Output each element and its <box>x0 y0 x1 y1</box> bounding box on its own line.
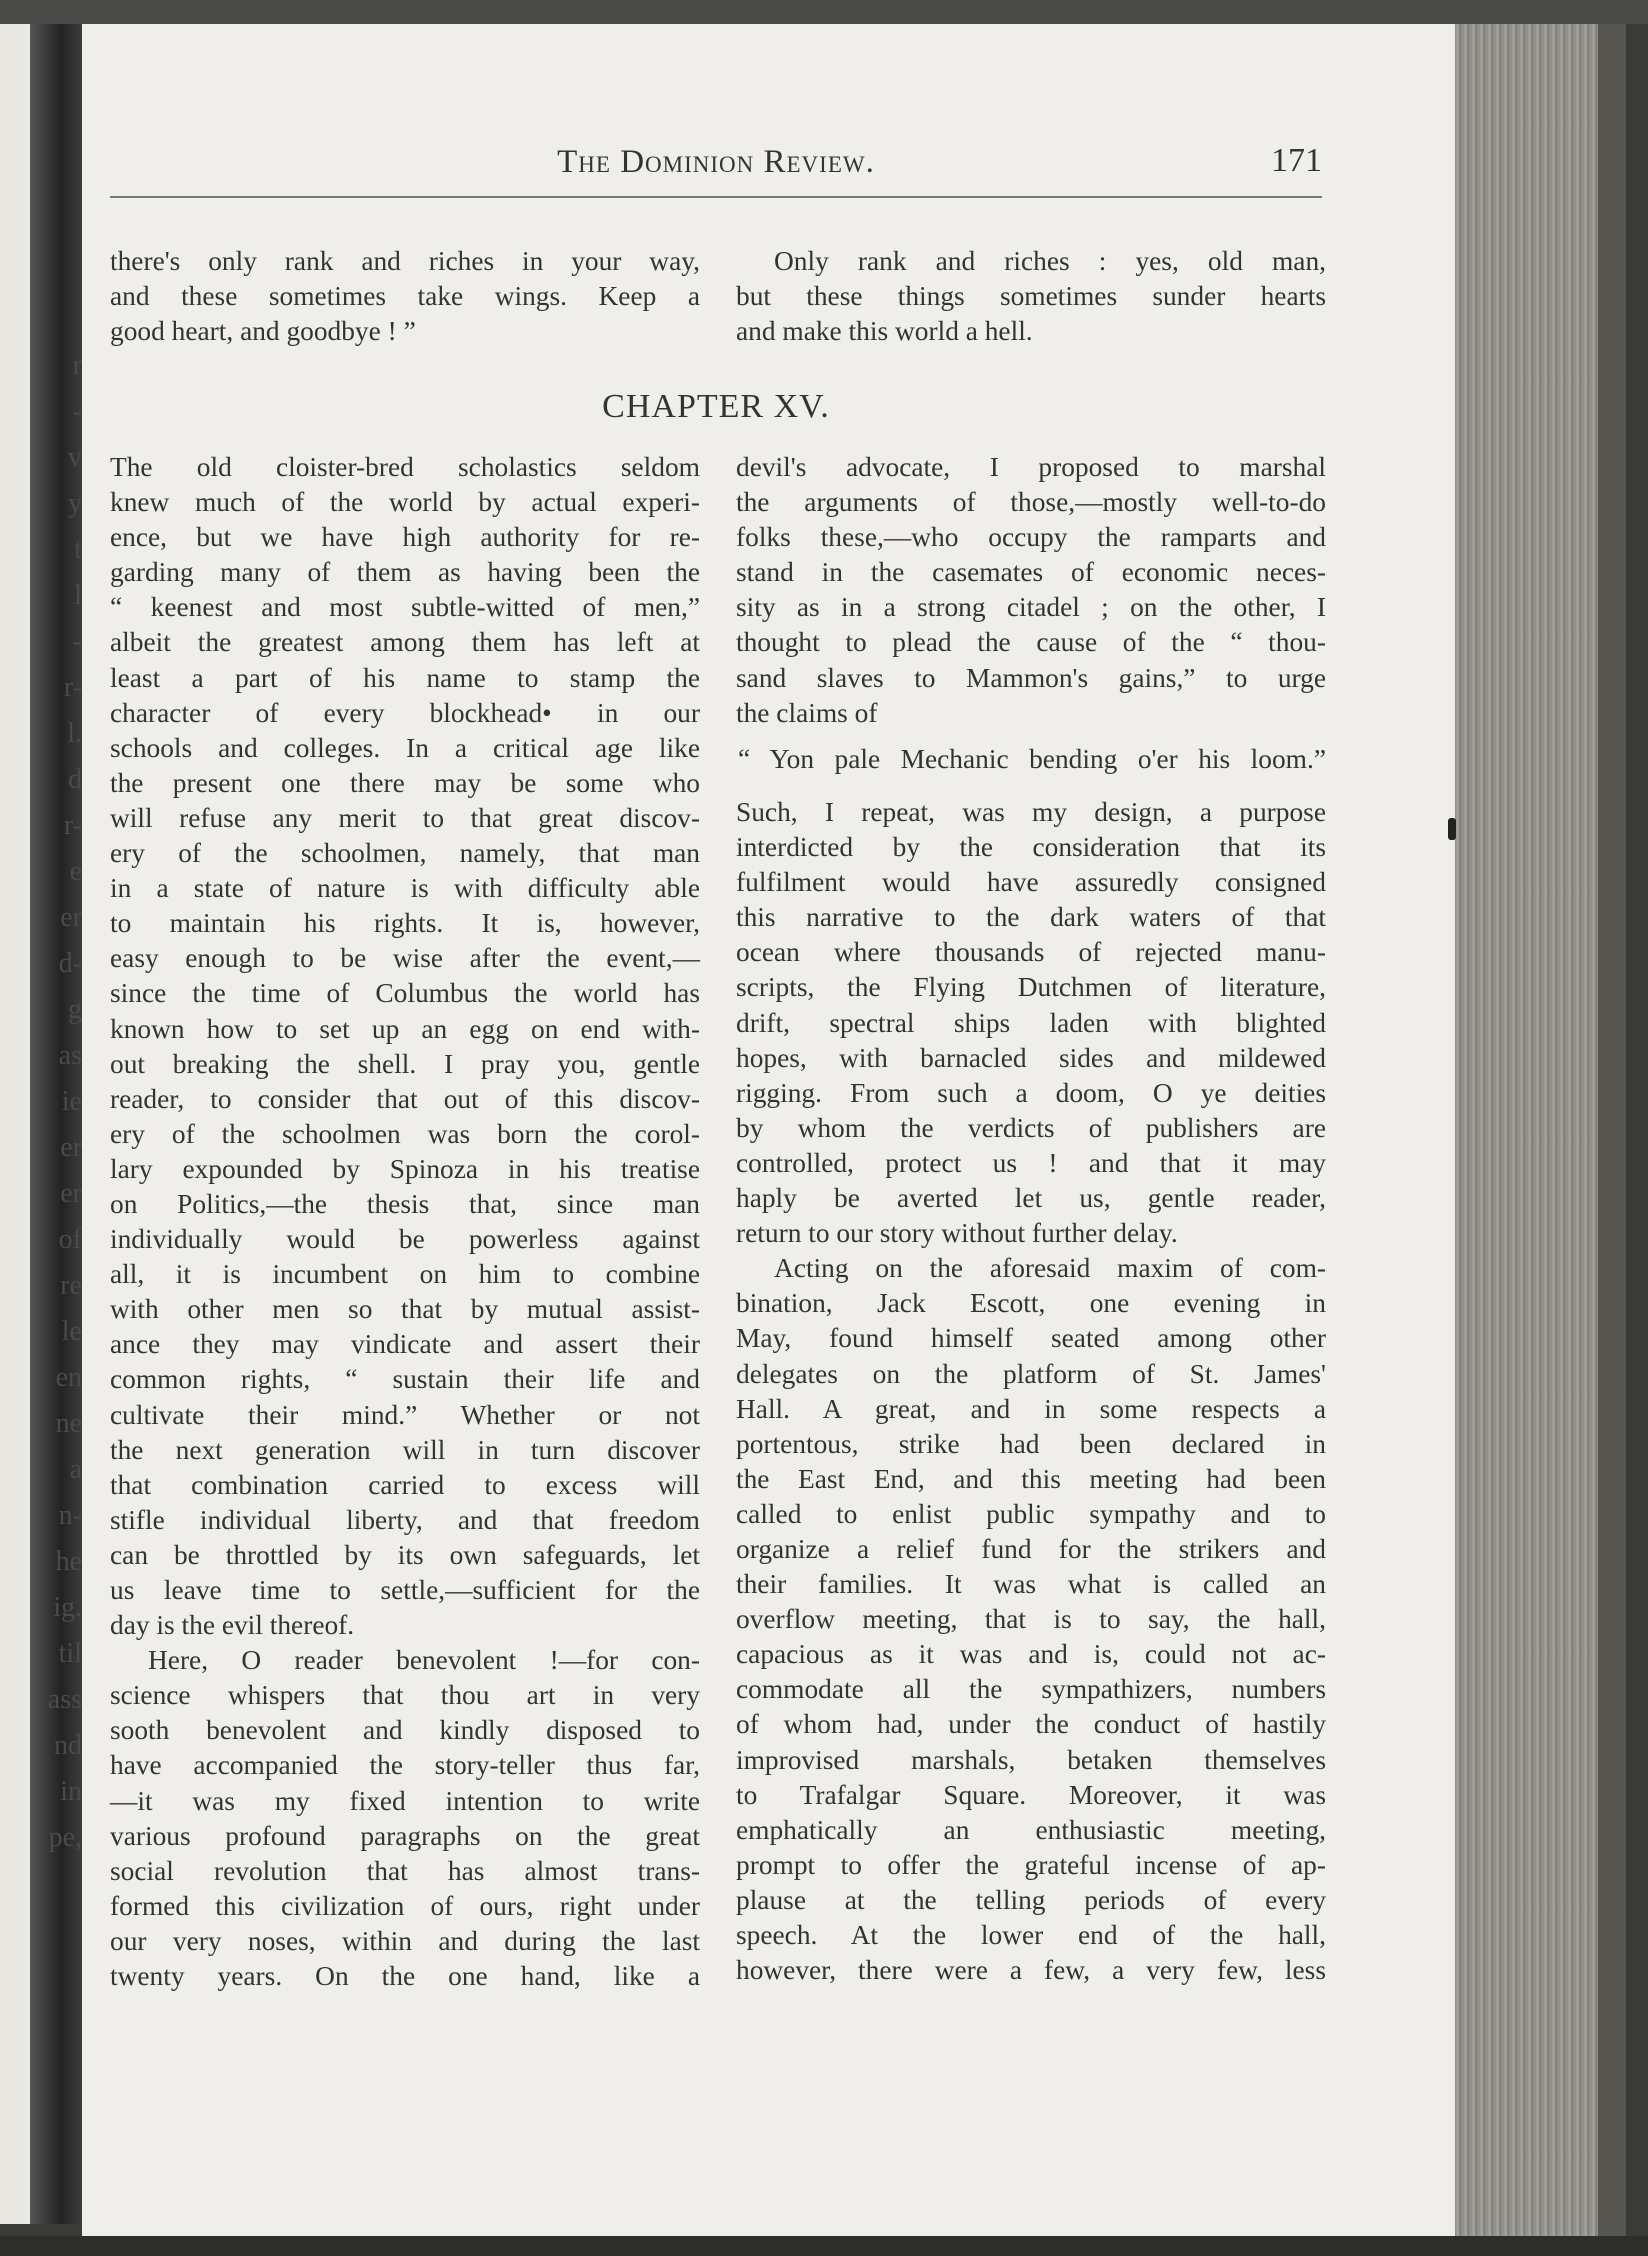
text-line: sity as in a strong citadel ; on the other, I <box>736 592 1326 623</box>
text-line: and make this world a hell. <box>736 316 1033 347</box>
text-line: the present one there may be some who <box>110 767 700 798</box>
facing-page-fragment: til <box>58 1638 82 1669</box>
facing-page-fragment: d <box>68 764 82 795</box>
text-line: in a state of nature is with difficulty able <box>110 873 700 904</box>
facing-page-fragment: ass <box>47 1684 82 1715</box>
text-line: rigging. From such a doom, O ye deities <box>736 1077 1326 1108</box>
facing-page-fragment: y <box>68 488 82 519</box>
text-line: the East End, and this meeting had been <box>736 1463 1326 1494</box>
text-line: day is the evil thereof. <box>110 1610 355 1641</box>
scan-artifact-mark <box>1448 818 1456 840</box>
text-line: capacious as it was and is, could not ac- <box>736 1639 1326 1670</box>
chapter-heading: CHAPTER XV. <box>602 388 830 425</box>
text-line: “ keenest and most subtle-witted of men,” <box>110 592 700 623</box>
text-line: haply be averted let us, gentle reader, <box>736 1183 1326 1214</box>
text-line: formed this civilization of ours, right under <box>110 1890 700 1921</box>
text-line: plause at the telling periods of every <box>736 1884 1326 1915</box>
facing-page-fragment: ie <box>61 1086 82 1117</box>
text-line: schools and colleges. In a critical age like <box>110 732 700 763</box>
text-line: improvised marshals, betaken themselves <box>736 1744 1326 1775</box>
text-line: however, there were a few, a very few, less <box>736 1955 1326 1986</box>
facing-page-fragment: re <box>60 1270 82 1301</box>
scan-border-top <box>0 0 1648 24</box>
text-line: the arguments of those,—mostly well-to-do <box>736 487 1326 518</box>
facing-page-fragment: - <box>72 396 82 427</box>
text-line: out breaking the shell. I pray you, gentle <box>110 1048 700 1079</box>
text-line: commodate all the sympathizers, numbers <box>736 1674 1326 1705</box>
text-line: can be throttled by its own safeguards, let <box>110 1539 700 1570</box>
text-line: May, found himself seated among other <box>736 1323 1326 1354</box>
text-line: folks these,—who occupy the ramparts and <box>736 522 1326 553</box>
text-line: ery of the schoolmen was born the corol- <box>110 1118 700 1149</box>
text-line: to maintain his rights. It is, however, <box>110 908 700 939</box>
text-line: this narrative to the dark waters of that <box>736 902 1326 933</box>
continued-text-left <box>110 244 700 349</box>
text-line: ence, but we have high authority for re- <box>110 522 700 553</box>
right-column-text-lower <box>736 795 1326 1988</box>
text-line: various profound paragraphs on the great <box>110 1820 700 1851</box>
text-line: bination, Jack Escott, one evening in <box>736 1288 1326 1319</box>
facing-page-fragment: en <box>55 1362 82 1393</box>
block-quote <box>736 742 1326 777</box>
facing-page-fragment: r <box>72 350 82 381</box>
text-line: ocean where thousands of rejected manu- <box>736 937 1326 968</box>
text-line: good heart, and goodbye ! ” <box>110 316 416 347</box>
text-line: character of every blockhead• in our <box>110 697 700 728</box>
text-line: interdicted by the consideration that its <box>736 832 1326 863</box>
text-line: there's only rank and riches in your way, <box>110 246 700 276</box>
facing-page-fragment: he <box>55 1546 82 1577</box>
text-line: organize a relief fund for the strikers and <box>736 1533 1326 1564</box>
text-line: sand slaves to Mammon's gains,” to urge <box>736 662 1326 693</box>
facing-page-fragment: er <box>60 1178 82 1209</box>
text-line: science whispers that thou art in very <box>110 1680 700 1711</box>
text-line: Hall. A great, and in some respects a <box>736 1393 1326 1424</box>
facing-page-fragment: e <box>69 856 82 887</box>
quote-line: “ Yon pale Mechanic bending o'er his loom.” <box>738 744 1326 774</box>
header-rule <box>110 196 1322 198</box>
text-line: the claims of <box>736 697 878 728</box>
text-line: us leave time to settle,—sufficient for the <box>110 1575 700 1605</box>
page-fore-edge <box>1455 24 1605 2239</box>
text-line: garding many of them as having been the <box>110 557 700 588</box>
facing-page-fragment: a <box>69 1454 82 1485</box>
text-line: ery of the schoolmen, namely, that man <box>110 838 700 869</box>
text-line: social revolution that has almost trans- <box>110 1855 700 1886</box>
text-line: overflow meeting, that is to say, the hall, <box>736 1604 1326 1635</box>
facing-page-fragment: n- <box>58 1500 82 1531</box>
facing-page-fragment: of <box>58 1224 82 1255</box>
facing-page-fragment: v <box>68 442 82 473</box>
text-line: Here, O reader benevolent !—for con- <box>148 1645 700 1676</box>
text-line: Acting on the aforesaid maxim of com- <box>774 1253 1326 1284</box>
text-line: with other men so that by mutual assist- <box>110 1294 700 1325</box>
facing-page-fragment: d- <box>58 948 82 979</box>
text-line: their families. It was what is called an <box>736 1569 1326 1600</box>
text-line: ance they may vindicate and assert their <box>110 1329 700 1360</box>
facing-page-fragment: - <box>72 626 82 657</box>
facing-page-fragment: r- <box>63 810 82 841</box>
text-line: by whom the verdicts of publishers are <box>736 1112 1326 1143</box>
text-line: portentous, strike had been declared in <box>736 1428 1326 1459</box>
facing-page-text-fragments <box>0 350 82 2050</box>
continued-text-right <box>736 244 1326 349</box>
facing-page-fragment: pe, <box>48 1822 82 1853</box>
text-line: sooth benevolent and kindly disposed to <box>110 1715 700 1746</box>
text-line: all, it is incumbent on him to combine <box>110 1259 700 1290</box>
text-line: the next generation will in turn discover <box>110 1434 700 1465</box>
text-line: drift, spectral ships laden with blighted <box>736 1007 1326 1038</box>
text-line: twenty years. On the one hand, like a <box>110 1961 700 1992</box>
facing-page-fragment: g <box>68 994 82 1025</box>
text-line: scripts, the Flying Dutchmen of literature, <box>736 972 1326 1003</box>
text-line: have accompanied the story-teller thus far, <box>110 1750 700 1781</box>
facing-page-fragment: ne <box>55 1408 82 1439</box>
text-line: stand in the casemates of economic neces- <box>736 557 1326 588</box>
text-line: fulfilment would have assuredly consigned <box>736 867 1326 898</box>
facing-page-fragment: er <box>60 902 82 933</box>
text-line: of whom had, under the conduct of hastily <box>736 1709 1326 1740</box>
text-line: that combination carried to excess will <box>110 1469 700 1500</box>
text-line: but these things sometimes sunder hearts <box>736 281 1326 312</box>
facing-page-fragment: t <box>74 534 82 565</box>
left-column-text <box>110 450 700 1994</box>
text-line: prompt to offer the grateful incense of ap- <box>736 1849 1326 1880</box>
text-line: since the time of Columbus the world has <box>110 978 700 1009</box>
text-line: individually would be powerless against <box>110 1224 700 1255</box>
text-line: our very noses, within and during the last <box>110 1925 700 1956</box>
page-number: 171 <box>1271 142 1322 179</box>
text-line: known how to set up an egg on end with- <box>110 1013 700 1044</box>
right-column-text-upper <box>736 450 1326 731</box>
facing-page-fragment: r- <box>63 672 82 703</box>
text-line: on Politics,—the thesis that, since man <box>110 1188 700 1219</box>
journal-title: The Dominion Review. <box>557 144 875 180</box>
text-line: hopes, with barnacled sides and mildewed <box>736 1042 1326 1073</box>
text-line: speech. At the lower end of the hall, <box>736 1920 1326 1950</box>
text-line: Only rank and riches : yes, old man, <box>774 246 1326 276</box>
facing-page-fragment: er <box>60 1132 82 1163</box>
text-line: and these sometimes take wings. Keep a <box>110 281 700 312</box>
text-line: will refuse any merit to that great discov- <box>110 802 700 833</box>
text-line: lary expounded by Spinoza in his treatise <box>110 1153 700 1184</box>
scan-border-bottom <box>0 2236 1648 2256</box>
text-line: reader, to consider that out of this discov- <box>110 1083 700 1114</box>
text-line: —it was my fixed intention to write <box>110 1785 700 1816</box>
text-line: return to our story without further delay. <box>736 1218 1178 1249</box>
text-line: albeit the greatest among them has left at <box>110 627 700 658</box>
text-line: stifle individual liberty, and that freedom <box>110 1504 700 1535</box>
text-line: common rights, “ sustain their life and <box>110 1364 700 1395</box>
text-line: least a part of his name to stamp the <box>110 662 700 693</box>
facing-page-fragment: as <box>58 1040 82 1071</box>
facing-page-fragment: in <box>60 1776 82 1807</box>
facing-page-fragment: l <box>74 580 82 611</box>
facing-page-fragment: le <box>61 1316 82 1347</box>
text-line: emphatically an enthusiastic meeting, <box>736 1814 1326 1845</box>
text-line: The old cloister-bred scholastics seldom <box>110 452 700 482</box>
text-line: controlled, protect us ! and that it may <box>736 1147 1326 1178</box>
book-cover-edge <box>1598 24 1626 2239</box>
text-line: Such, I repeat, was my design, a purpose <box>736 797 1326 827</box>
text-line: knew much of the world by actual experi- <box>110 487 700 518</box>
text-line: called to enlist public sympathy and to <box>736 1498 1326 1529</box>
facing-page-fragment: l. <box>67 718 82 749</box>
facing-page-fragment: ig. <box>53 1592 82 1623</box>
running-head <box>110 136 1322 196</box>
facing-page-fragment: nd <box>54 1730 82 1761</box>
text-line: thought to plead the cause of the “ thou- <box>736 627 1326 658</box>
text-line: easy enough to be wise after the event,— <box>110 943 700 974</box>
text-line: to Trafalgar Square. Moreover, it was <box>736 1779 1326 1810</box>
text-line: delegates on the platform of St. James' <box>736 1358 1326 1389</box>
text-line: cultivate their mind.” Whether or not <box>110 1399 700 1430</box>
text-line: devil's advocate, I proposed to marshal <box>736 452 1326 482</box>
